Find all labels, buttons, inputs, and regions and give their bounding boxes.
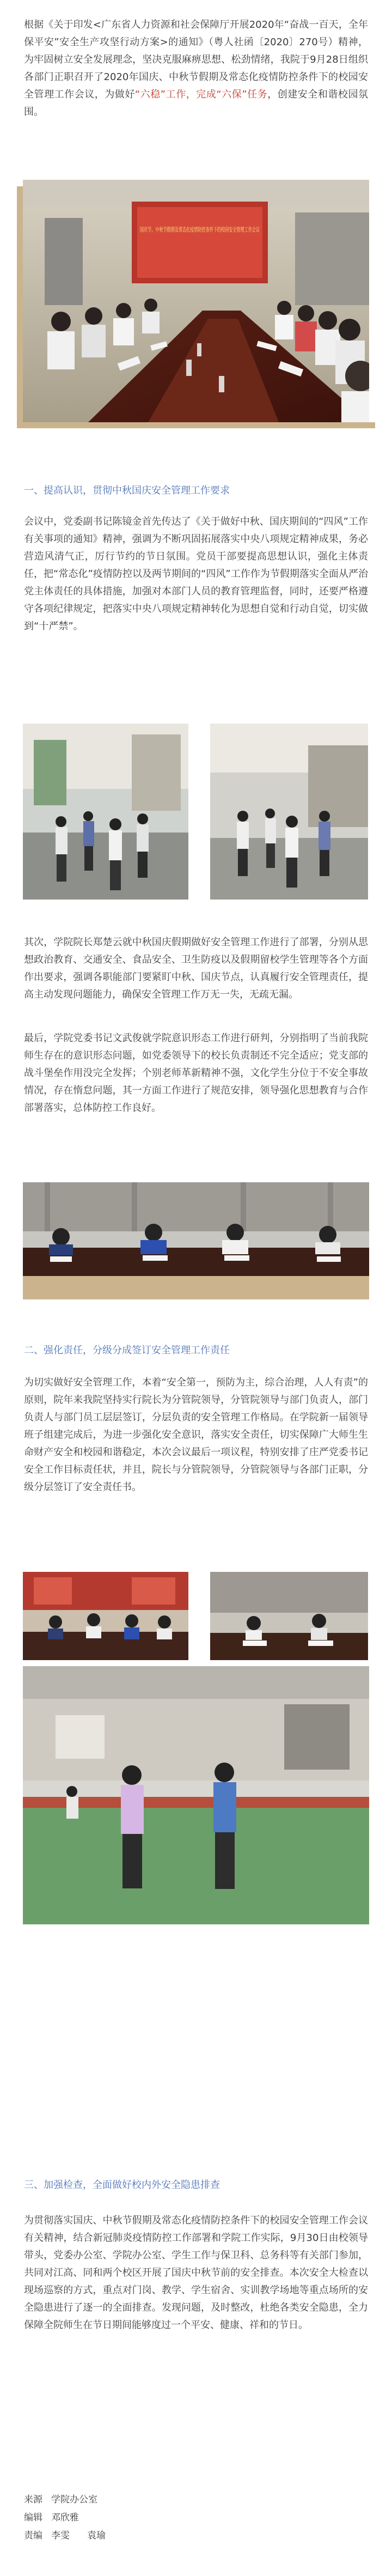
credit-chief-editor [24, 2527, 187, 2545]
section1-heading: 一、提高认识，贯彻中秋国庆安全管理工作要求 [24, 485, 230, 496]
meeting-photo [23, 180, 369, 422]
credit-editor-value: 邓欣雅 [51, 2512, 79, 2523]
credit-chief-value: 李雯 [51, 2530, 70, 2541]
section2-paragraph: 为切实做好安全管理工作，本着“安全第一，预防为主，综合治理，人人有责”的原则，院年来我院坚持实行院长为分管院领导，分管院领导与部门负责人，部门负责人与部门员工层层签订，分层负责的安全管理工作格局。在学院新一届领导班子组建完成后，为进一步强化安全意识，落实安全责任，切实保障广大师生生命财产安全和校园和谐稳定，本次会议最后一项议程，特别安排了庄严党委书记安全工作目标责任状，并且，院长与分管院领导，分管院领导与各部门正职，分级分层签订了安全责任书。 [24, 1377, 368, 1493]
credit-source [24, 2491, 187, 2509]
section2-heading: 二、强化责任，分级分成签订安全管理工作责任 [24, 1345, 230, 1356]
meeting-banner-text: 国庆节、中秋节假期及常态化疫情防控条件下的校园安全管理工作会议 [140, 227, 326, 233]
credit-source-value: 学院办公室 [51, 2494, 97, 2505]
credit-source-label: 来源 [24, 2494, 42, 2505]
intro-highlight: “六稳”工作，完成“六保”任务 [134, 89, 268, 100]
photo1-frame-accent-bottom [17, 422, 375, 428]
credit-chief-label: 责编 [24, 2530, 42, 2541]
section1-paragraph-3: 最后，学院党委书记文武俊就学院意识形态工作进行研判，分别指明了当前我院师生存在的意识形态问题，如党委领导下的校长负责制还不完全适应；党支部的战斗堡垒作用没完全发挥；个别老师革新精神不强，文化学生分位于不安全事故情况，存在惰怠问题，其一方面工作进行了规范安排，领导强化思想教育与合作部署落实，总体防控工作良好。 [24, 1032, 368, 1114]
intro-paragraph [24, 16, 368, 121]
workshop-photo [23, 1666, 369, 1924]
credit-editor-label: 编辑 [24, 2512, 42, 2523]
section3-heading: 三、加强检查，全面做好校内外安全隐患排查 [24, 2179, 220, 2191]
credit-chief-extra: 袁瑜 [87, 2530, 106, 2541]
section1-paragraph-1: 会议中，党委副书记陈镜金首先传达了《关于做好中秋、国庆期间的“四风”工作有关事项的通知》精神，强调为不断巩固拓展落实中央八项规定精神成果，务必营造风清气正，厉行节约的节日氛围。党员干部要提高思想认识，强化主体责任，把“常态化”疫情防控以及两节期间的“四风”工作作为节假期落实全面从严治党主体责任的具体措施，加强对本部门人员的教育管理监督，同时，还要严格遵守各项纪律规定，把落实中央八项规定精神转化为思想自觉和行动自觉，切实做到“十严禁”。 [24, 516, 368, 632]
intro-text: 根据《关于印发<广东省人力资源和社会保障厅开展2020年“奋战一百天，全年保平安”安全生产攻坚行动方案>的通知》（粤人社函〔2020〕270号）精神，为牢固树立安全发展理念，坚决克服麻痹思想、松劲情绪，我院于9月28日组织各部门正职召开了2020年国庆、中秋节假期及常态化疫情防控条件下的校园安全管理工作会议，为做好 [24, 19, 368, 100]
intro-text-end: ，创建安全和谐校园氛围。 [24, 89, 368, 118]
credit-editor [24, 2509, 187, 2527]
inspection-photo-right [210, 724, 368, 900]
photo3-frame-accent [23, 1274, 369, 1299]
signing-photo-left [23, 1572, 188, 1660]
photo1-frame-accent [17, 186, 23, 428]
signing-photo-right [210, 1572, 368, 1660]
section1-paragraph-2: 其次，学院院长郑楚云就中秋国庆假期做好安全管理工作进行了部署，分别从思想政治教育、交通安全、食品安全、卫生防疫以及假期留校学生管理等各个方面作出要求，强调各职能部门要紧盯中秋、国庆节点，认真履行安全管理责任，提高主动发现问题能力，确保安全管理工作万无一失，无疏无漏。 [24, 937, 368, 1000]
inspection-photo-left [23, 724, 188, 900]
section3-paragraph: 为贯彻落实国庆、中秋节假期及常态化疫情防控条件下的校园安全管理工作会议有关精神，结合新冠肺炎疫情防控工作部署和学院工作实际，9月30日由校领导带头，党委办公室、学院办公室、学生工作与保卫科、总务科等有关部门参加，共同对江高、同和两个校区开展了国庆中秋节前的安全排查。本次安全大检查以现场巡察的方式，重点对门岗、教学、学生宿舍、实训教学场地等重点场所的安全隐患进行了逐一的全面排查。发现问题，及时整改，杜绝各类安全隐患，全力保障全院师生在节日期间能够度过一个平安、健康、祥和的节日。 [24, 2215, 368, 2331]
credits-block [24, 2491, 187, 2545]
leadership-photo [23, 1182, 369, 1276]
